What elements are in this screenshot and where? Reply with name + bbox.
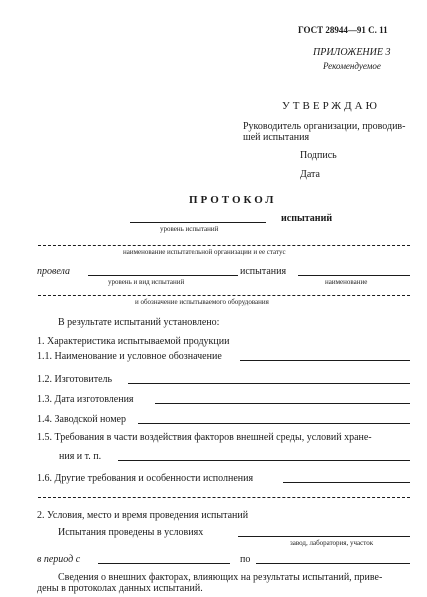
organization-caption: наименование испытательной организации и ее статус	[123, 248, 286, 256]
test-level-caption: уровень испытаний	[160, 225, 219, 233]
conducted-label: провела	[37, 266, 71, 277]
conditions-caption: завод, лаборатория, участок	[290, 539, 374, 547]
item-1-1-label: 1.1. Наименование и условное обозначение	[37, 351, 222, 362]
item-1-5-label-a: 1.5. Требования в части воздействия факторов внешней среды, условий хране-	[37, 432, 372, 443]
test-level-blank[interactable]	[130, 222, 266, 223]
results-intro: В результате испытаний установлено:	[58, 317, 220, 328]
approval-line-2: шей испытания	[243, 132, 310, 143]
appendix-label: ПРИЛОЖЕНИЕ 3	[313, 47, 391, 58]
level-kind-blank[interactable]	[88, 275, 238, 276]
item-1-4-label: 1.4. Заводской номер	[37, 414, 126, 425]
item-1-6-extra-blank[interactable]	[38, 497, 410, 498]
item-1-6-blank[interactable]	[283, 482, 410, 483]
tests-label: испытаний	[281, 213, 333, 224]
protocol-title: ПРОТОКОЛ	[189, 194, 277, 206]
section-1-heading: 1. Характеристика испытываемой продукции	[37, 336, 230, 347]
period-to-label: по	[240, 554, 251, 565]
approval-line-1: Руководитель организации, проводив-	[243, 121, 406, 132]
approval-title: УТВЕРЖДАЮ	[282, 100, 380, 112]
section-2-heading: 2. Условия, место и время проведения испытаний	[37, 510, 249, 521]
recommended-label: Рекомендуемое	[323, 61, 381, 71]
tests2-label: испытания	[240, 266, 287, 277]
item-1-3-label: 1.3. Дата изготовления	[37, 394, 134, 405]
period-from-blank[interactable]	[98, 563, 230, 564]
name-caption: наименование	[325, 278, 368, 286]
item-1-6-label: 1.6. Другие требования и особенности исполнения	[37, 473, 254, 484]
equipment-name-blank[interactable]	[298, 275, 410, 276]
item-1-2-blank[interactable]	[128, 383, 410, 384]
organization-blank[interactable]	[38, 245, 410, 246]
equipment-caption: и обозначение испытываемого оборудования	[135, 298, 269, 306]
period-from-label: в период с	[37, 554, 81, 565]
gost-page-header: ГОСТ 28944—91 С. 11	[298, 25, 388, 35]
info-line-a: Сведения о внешних факторах, влияющих на результаты испытаний, приве-	[58, 572, 383, 583]
period-to-blank[interactable]	[256, 563, 410, 564]
item-1-1-blank[interactable]	[240, 360, 410, 361]
equipment-designation-blank[interactable]	[38, 295, 410, 296]
item-1-5-blank[interactable]	[118, 460, 410, 461]
info-line-b: дены в протоколах данных испытаний.	[37, 583, 203, 594]
item-1-4-blank[interactable]	[138, 423, 410, 424]
item-1-5-label-b: ния и т. п.	[59, 451, 102, 462]
level-kind-caption: уровень и вид испытаний	[108, 278, 185, 286]
item-1-2-label: 1.2. Изготовитель	[37, 374, 113, 385]
date-label: Дата	[300, 169, 320, 180]
conditions-label: Испытания проведены в условиях	[58, 527, 204, 538]
item-1-3-blank[interactable]	[155, 403, 410, 404]
conditions-blank[interactable]	[238, 536, 410, 537]
signature-label: Подпись	[300, 150, 337, 161]
